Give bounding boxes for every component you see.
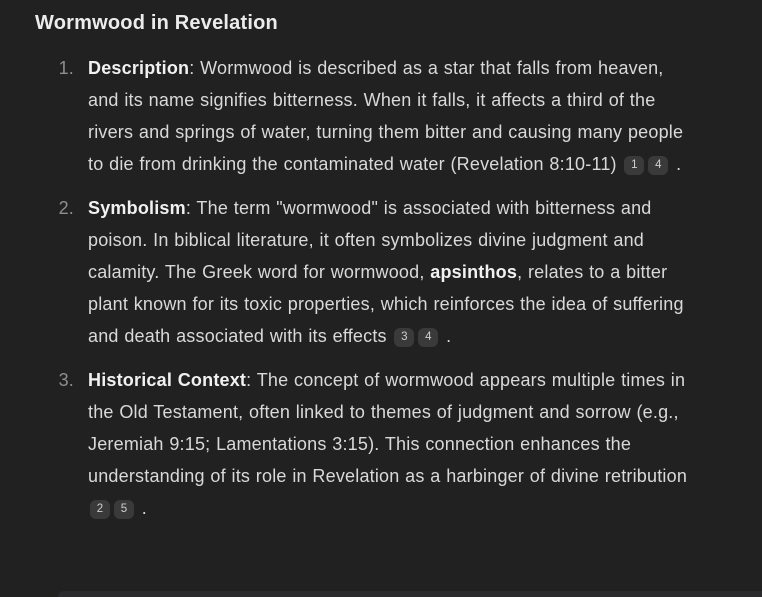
bold-term: apsinthos — [430, 262, 518, 282]
list-item-number: 3. — [58, 370, 74, 390]
list-item-number: 1. — [58, 58, 74, 78]
list-item-text: Symbolism: The term "wormwood" is associated with bitterness and poison. In biblical literature, it often symbolizes divine judgment and calamity. The Greek word for wormwood, apsinthos, relates to a bitter plant known for its toxic properties, which reinforces the idea of suffering and death associated with its effects 3 4 . — [88, 198, 684, 346]
list-item — [35, 192, 702, 352]
citation-badge[interactable]: 4 — [418, 328, 438, 347]
list-item-text: Description: Wormwood is described as a star that falls from heaven, and its name signifies bitterness. When it falls, it affects a third of the rivers and springs of water, turning them bitter and causing many people to die from drinking the contaminated water (Revelation 8:10-11) 1 4 . — [88, 58, 684, 174]
next-section-divider — [58, 591, 762, 597]
citation-badge[interactable]: 1 — [624, 156, 644, 175]
list-item-number: 2. — [58, 198, 74, 218]
list-item — [35, 364, 702, 524]
list-item — [35, 52, 702, 180]
citation-badge[interactable]: 2 — [90, 500, 110, 519]
bold-term: Description — [88, 58, 190, 78]
citation-badge[interactable]: 3 — [394, 328, 414, 347]
bold-term: Symbolism — [88, 198, 186, 218]
bold-term: Historical Context — [88, 370, 247, 390]
citation-badge[interactable]: 4 — [648, 156, 668, 175]
numbered-list — [35, 52, 702, 524]
page-title: Wormwood in Revelation — [35, 12, 278, 34]
citation-badge[interactable]: 5 — [114, 500, 134, 519]
list-item-text: Historical Context: The concept of wormwood appears multiple times in the Old Testament, often linked to themes of judgment and sorrow (e.g., Jeremiah 9:15; Lamentations 3:15). This connection enhances the understanding of its role in Revelation as a harbinger of divine retribution 2 5 . — [88, 370, 688, 518]
